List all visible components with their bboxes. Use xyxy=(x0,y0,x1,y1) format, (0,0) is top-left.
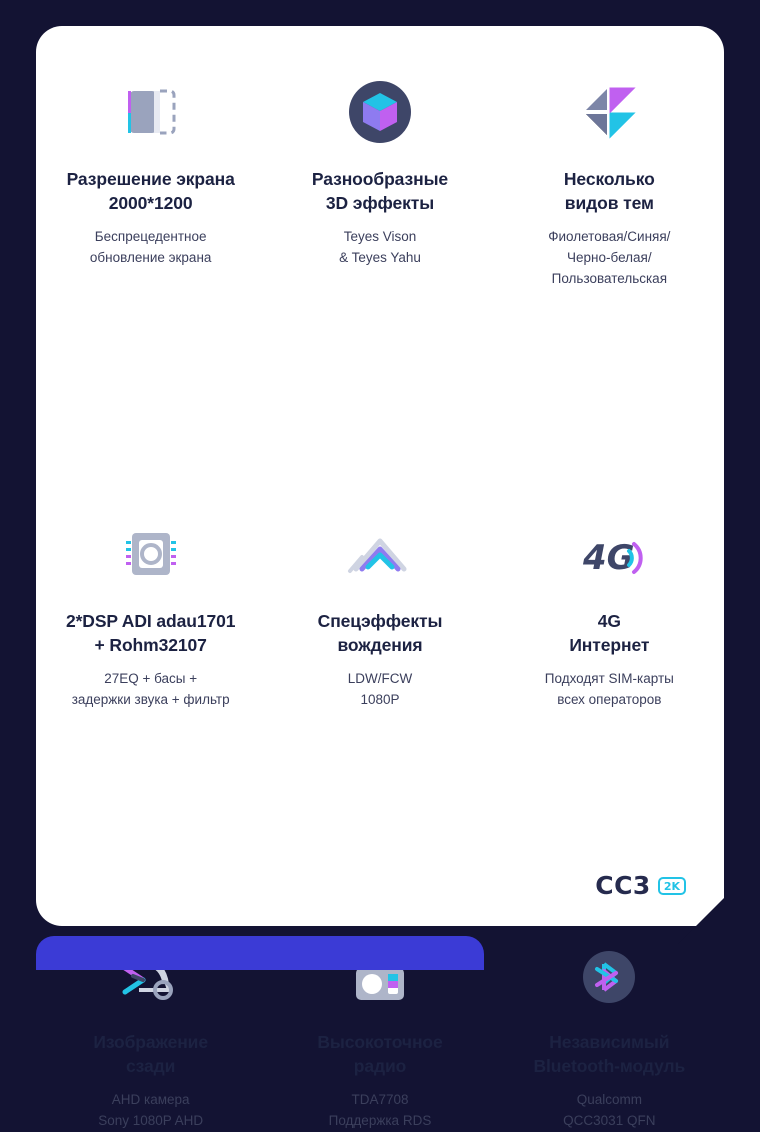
feature-title: Несколько видов тем xyxy=(563,169,655,213)
feature-subtitle: TDA7708 Поддержка RDS xyxy=(328,1092,432,1129)
feature-subtitle: Беспрецедентное обновление экрана xyxy=(89,229,212,266)
themes-icon xyxy=(505,60,714,164)
feature-cell-3d-effects xyxy=(265,54,494,290)
screen-resolution-icon xyxy=(46,60,255,164)
feature-cell-dsp xyxy=(36,496,265,711)
feature-cell-bluetooth xyxy=(495,917,724,1132)
feature-cell-4g xyxy=(495,496,724,711)
svg-text:4G: 4G xyxy=(583,538,635,579)
feature-subtitle: Qualcomm QCC3031 QFN xyxy=(563,1092,656,1129)
4g-network-icon xyxy=(505,502,714,606)
feature-title: Независимый Bluetooth-модуль xyxy=(533,1032,686,1076)
feature-cell-driving-effects xyxy=(265,496,494,711)
feature-subtitle: 27EQ + басы + задержки звука + фильтр xyxy=(71,671,230,708)
feature-subtitle: Подходят SIM-карты всех операторов xyxy=(544,671,674,708)
logo-text: CC3 xyxy=(595,871,651,900)
feature-title: Разнообразные 3D эффекты xyxy=(311,169,449,213)
3d-cube-icon xyxy=(275,60,484,164)
feature-title: Разрешение экрана 2000*1200 xyxy=(66,169,235,213)
product-logo xyxy=(595,871,686,900)
card-corner-cut xyxy=(678,898,724,944)
logo-badge: 2K xyxy=(658,877,686,895)
feature-title: 4G Интернет xyxy=(569,611,650,655)
feature-cell-themes xyxy=(495,54,724,290)
feature-subtitle: Teyes Vison & Teyes Yahu xyxy=(339,229,421,266)
dsp-chip-icon xyxy=(46,502,255,606)
feature-title: 2*DSP ADI adau1701 + Rohm32107 xyxy=(65,611,236,655)
feature-subtitle: Фиолетовая/Синяя/ Черно-белая/ Пользовательская xyxy=(548,229,671,287)
feature-title: Высокоточное радио xyxy=(317,1032,443,1076)
feature-grid xyxy=(36,54,724,1132)
feature-title: Спецэффекты вождения xyxy=(317,611,443,655)
bottom-banner xyxy=(36,936,484,970)
feature-subtitle: LDW/FCW 1080P xyxy=(347,671,413,708)
feature-subtitle: AHD камера Sony 1080P AHD xyxy=(98,1092,204,1129)
feature-card xyxy=(36,26,724,1129)
feature-title: Изображение сзади xyxy=(93,1032,208,1076)
driving-effects-icon xyxy=(275,502,484,606)
feature-cell-screen-resolution xyxy=(36,54,265,290)
